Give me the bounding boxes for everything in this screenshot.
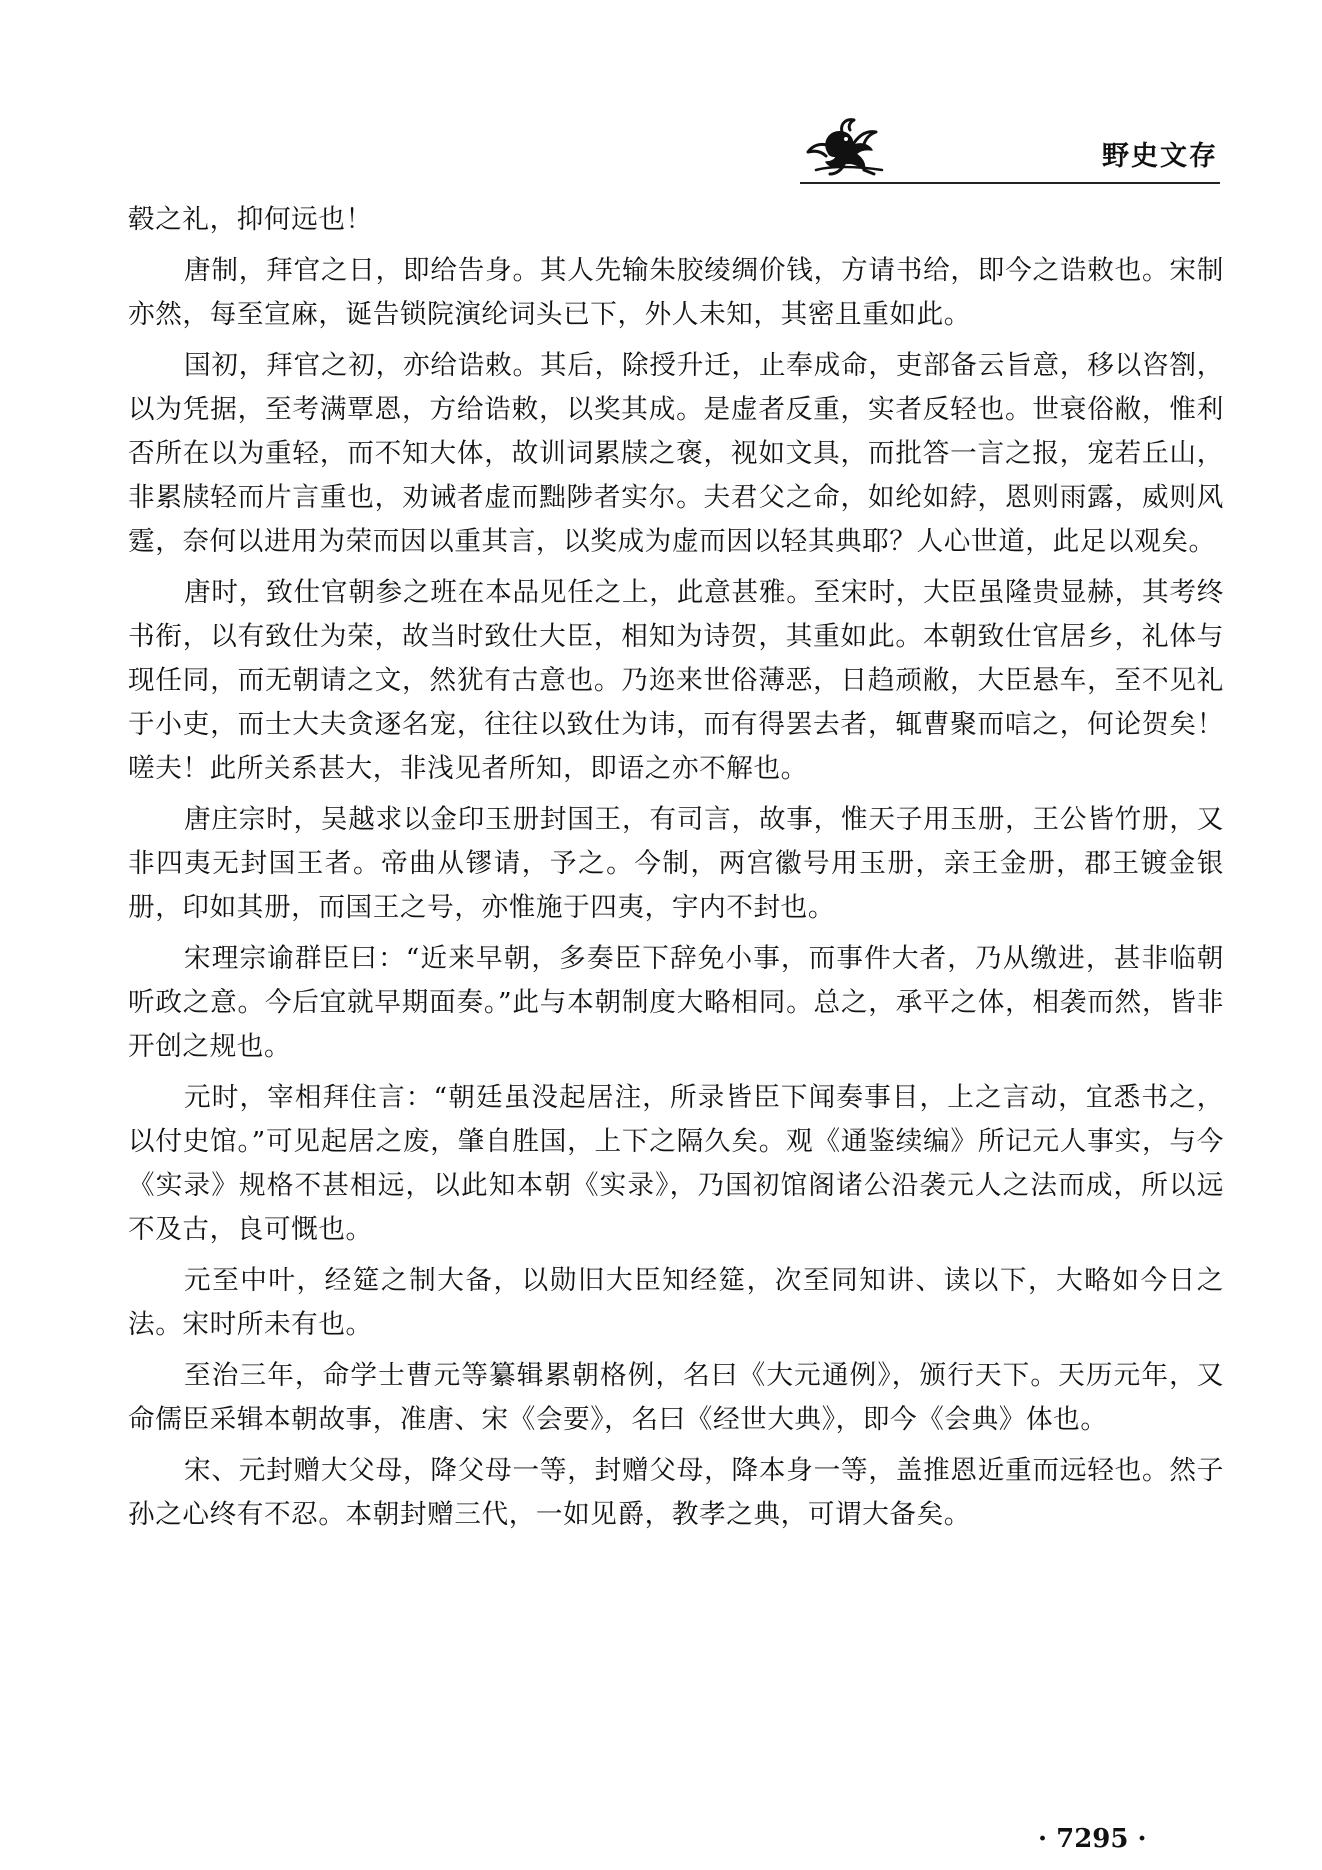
dragon-emblem-icon (800, 112, 890, 178)
paragraph: 唐制，拜官之日，即给告身。其人先输朱胶绫绸价钱，方请书给，即今之诰敕也。宋制亦然，每至宣麻，诞告锁院演纶词头已下，外人未知，其密且重如此。 (128, 255, 1224, 330)
paragraph: 元至中叶，经筵之制大备，以勋旧大臣知经筵，次至同知讲、读以下，大略如今日之法。宋时所未有也。 (128, 1265, 1224, 1340)
paragraph: 唐庄宗时，吴越求以金印玉册封国王，有司言，故事，惟天子用玉册，王公皆竹册，又非四夷无封国王者。帝曲从镠请，予之。今制，两宫徽号用玉册，亲王金册，郡王镀金银册，印如其册，而国王之号，亦惟施于四夷，宇内不封也。 (128, 804, 1224, 923)
paragraph: 宋理宗谕群臣曰：“近来早朝，多奏臣下辞免小事，而事件大者，乃从缴进，甚非临朝听政之意。今后宜就早期面奏。”此与本朝制度大略相同。总之，承平之体，相袭而然，皆非开创之规也。 (128, 943, 1224, 1062)
body-text (128, 198, 1224, 1544)
running-header (800, 108, 1220, 184)
paragraph: 元时，宰相拜住言：“朝廷虽没起居注，所录皆臣下闻奏事目，上之言动，宜悉书之，以付史馆。”可见起居之废，肇自胜国，上下之隔久矣。观《通鉴续编》所记元人事实，与今《实录》规格不甚相远，以此知本朝《实录》，乃国初馆阁诸公沿袭元人之法而成，所以远不及古，良可慨也。 (128, 1082, 1224, 1245)
header-rule (800, 182, 1220, 184)
paragraph: 宋、元封赠大父母，降父母一等，封赠父母，降本身一等，盖推恩近重而远轻也。然子孙之心终有不忍。本朝封赠三代，一如见爵，教孝之典，可谓大备矣。 (128, 1455, 1224, 1530)
paragraph: 唐时，致仕官朝参之班在本品见任之上，此意甚雅。至宋时，大臣虽隆贵显赫，其考终书衔，以有致仕为荣，故当时致仕大臣，相知为诗贺，其重如此。本朝致仕官居乡，礼体与现任同，而无朝请之文，然犹有古意也。乃迩来世俗薄恶，日趋顽敝，大臣悬车，至不见礼于小吏，而士大夫贪逐名宠，往往以致仕为讳，而有得罢去者，辄曹聚而唁之，何论贺矣！嗟夫！此所关系甚大，非浅见者所知，即语之亦不解也。 (128, 577, 1224, 784)
paragraph: 毂之礼，抑何远也！ (128, 204, 373, 235)
paragraph: 国初，拜官之初，亦给诰敕。其后，除授升迁，止奉成命，吏部备云旨意，移以咨劄，以为凭据，至考满覃恩，方给诰敕，以奖其成。是虚者反重，实者反轻也。世衰俗敝，惟利否所在以为重轻，而不知大体，故训词累牍之褒，视如文具，而批答一言之报，宠若丘山，非累牍轻而片言重也，劝诫者虚而黜陟者实尔。夫君父之命，如纶如綍，恩则雨露，威则风霆，奈何以进用为荣而因以重其言，以奖成为虚而因以轻其典耶？人心世道，此足以观矣。 (128, 350, 1224, 557)
series-title: 野史文存 (1102, 141, 1218, 172)
page-number: · 7295 · (1038, 1824, 1147, 1854)
paragraph: 至治三年，命学士曹元等纂辑累朝格例，名曰《大元通例》，颁行天下。天历元年，又命儒臣采辑本朝故事，准唐、宋《会要》，名曰《经世大典》，即今《会典》体也。 (128, 1360, 1224, 1435)
